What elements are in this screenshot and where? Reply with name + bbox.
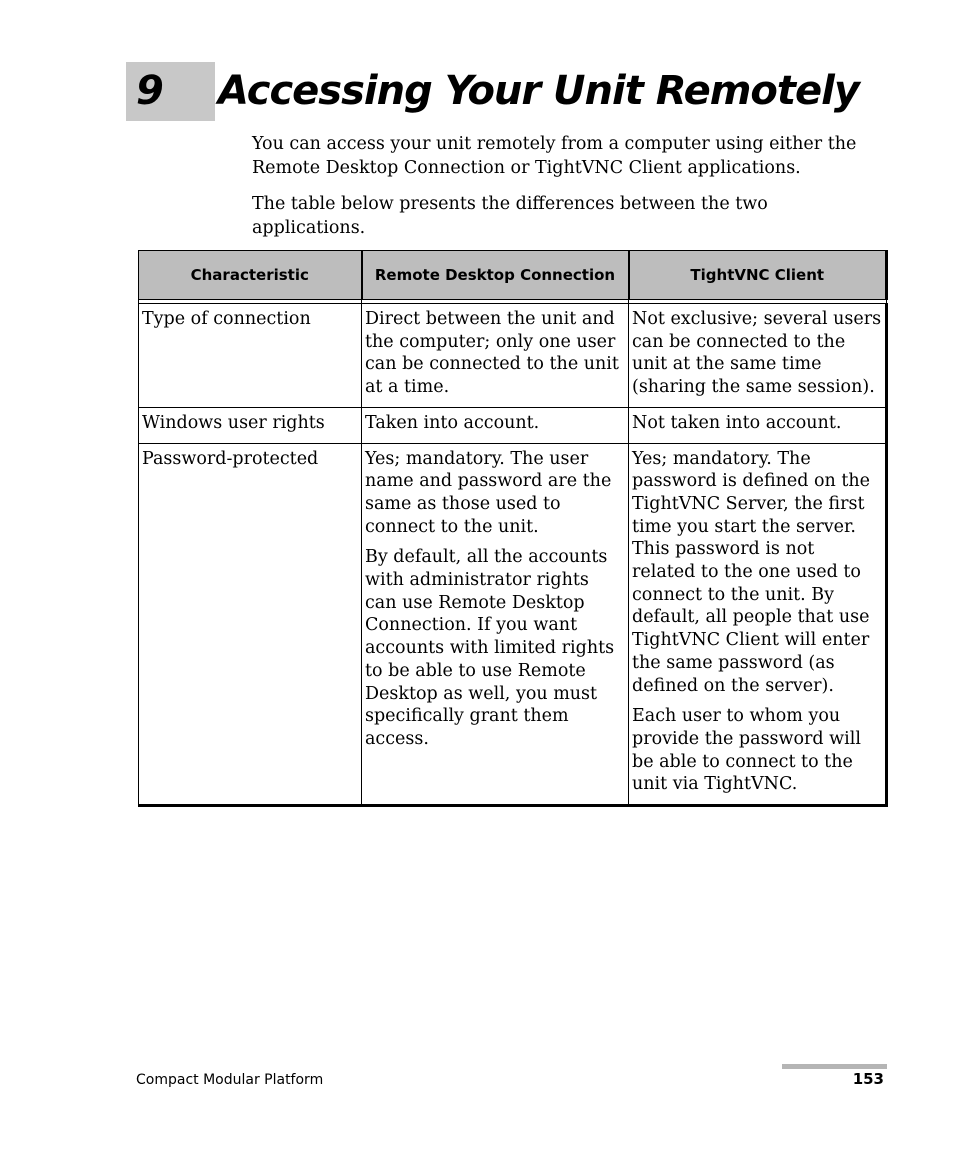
vnc-text: Yes; mandatory. The password is defined on the TightVNC Server, the first time you start the server. This password is not related to the one used to connect to the unit. By default, all people that use TightVNC Client will enter the same password (as defined on the server). [632, 448, 871, 696]
row-rdc-cell [362, 407, 629, 443]
row-rdc-cell [362, 304, 629, 408]
comparison-table [138, 250, 888, 807]
row-characteristic: Password-protected [139, 443, 362, 806]
rdc-text: Direct between the unit and the computer; only one user can be connected to the unit at a time. [365, 309, 619, 398]
vnc-text: Each user to whom you provide the password will be able to connect to the unit via TightVNC. [632, 706, 861, 795]
row-vnc-cell [629, 407, 887, 443]
row-rdc-cell [362, 443, 629, 806]
row-vnc-cell [629, 304, 887, 408]
table-row [139, 443, 887, 806]
row-characteristic: Type of connection [139, 304, 362, 408]
intro-paragraph-1: You can access your unit remotely from a computer using either the Remote Desktop Connection or TightVNC Client applications. [252, 134, 857, 178]
page-number: 153 [852, 1070, 884, 1088]
footer-doc-title: Compact Modular Platform [136, 1072, 324, 1088]
rdc-text: By default, all the accounts with administrator rights can use Remote Desktop Connection. If you want accounts with limited rights to be able to use Remote Desktop as well, you must specifically grant them access. [365, 547, 615, 749]
chapter-number: 9 [136, 68, 164, 114]
vnc-text: Not exclusive; several users can be connected to the unit at the same time (sharing the same session). [632, 309, 882, 398]
header-tightvnc: TightVNC Client [629, 251, 887, 300]
table-header-row [139, 251, 887, 300]
row-vnc-cell [629, 443, 887, 806]
header-remote-desktop: Remote Desktop Connection [362, 251, 629, 300]
intro-paragraph-2: The table below presents the differences between the two applications. [252, 194, 768, 238]
page-title: Accessing Your Unit Remotely [218, 68, 859, 114]
table-row [139, 407, 887, 443]
vnc-text: Not taken into account. [632, 412, 842, 433]
rdc-text: Yes; mandatory. The user name and password are the same as those used to connect to the unit. [365, 448, 612, 537]
footer-rule [782, 1064, 887, 1069]
rdc-text: Taken into account. [365, 412, 540, 433]
row-characteristic: Windows user rights [139, 407, 362, 443]
header-characteristic: Characteristic [139, 251, 362, 300]
intro-text [252, 132, 872, 252]
table-row [139, 304, 887, 408]
